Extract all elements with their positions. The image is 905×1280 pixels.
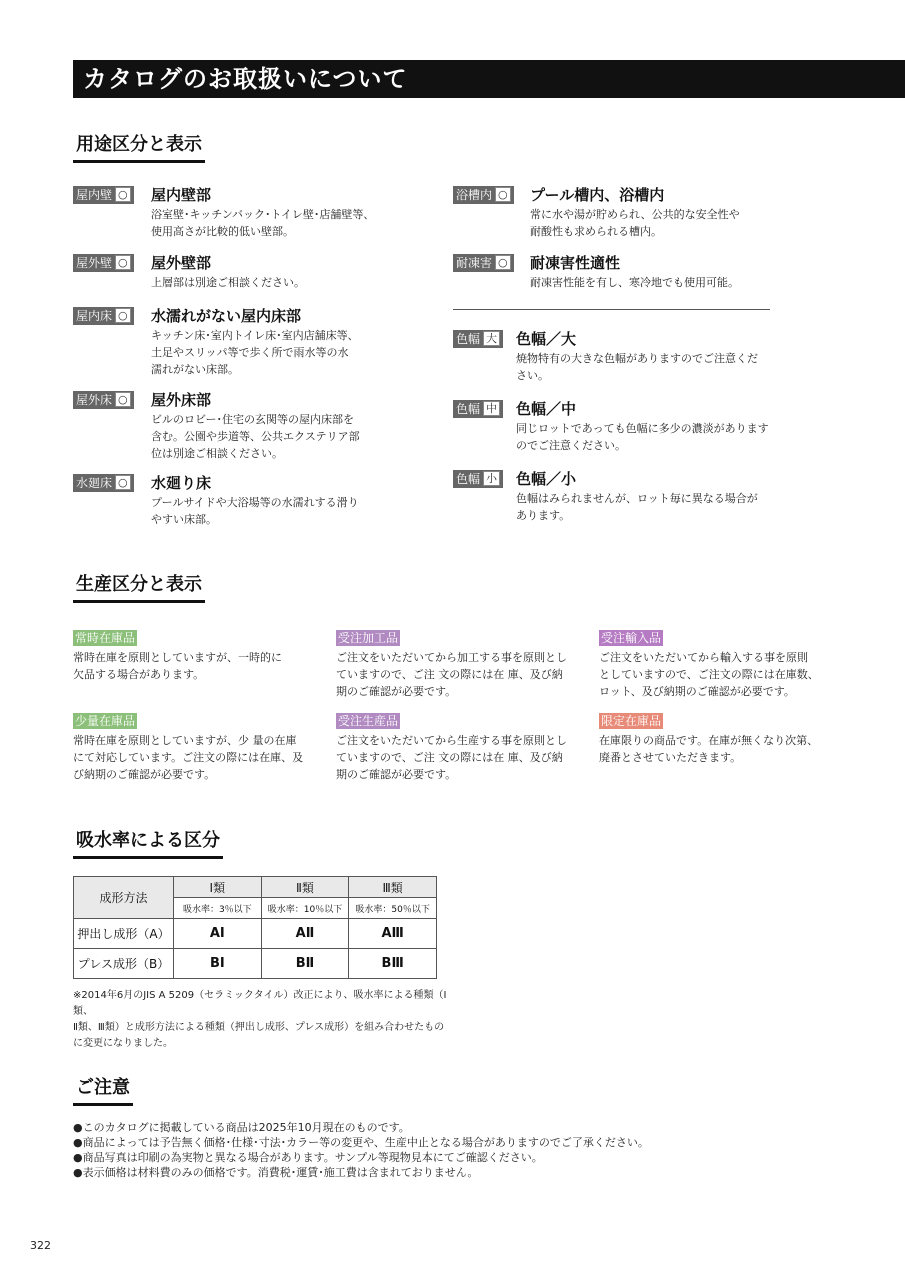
page-number: 322: [30, 1239, 51, 1252]
production-desc-line: にて対応しています。ご注文の際には在庫、及: [73, 751, 304, 764]
method-cell: 押出し成形（A）: [74, 919, 174, 949]
production-desc-line: ていますので、ご注 文の際には在 庫、及び納: [336, 751, 563, 764]
value-cell: BⅡ: [261, 949, 349, 979]
usage-desc-line: 使用高さが比較的低い壁部。: [151, 225, 294, 238]
production-tag: 限定在庫品: [601, 714, 662, 728]
usage-desc-line: 耐酸性も求められる槽内。: [530, 225, 662, 238]
usage-title: プール槽内、浴槽内: [530, 186, 665, 204]
usage-desc-line: のでご注意ください。: [516, 439, 626, 452]
usage-tag-mark: ○: [115, 308, 131, 323]
value-cell: AⅢ: [349, 919, 437, 949]
usage-tag-label: 屋外床: [76, 393, 113, 407]
usage-tag-mark: ○: [495, 255, 511, 270]
usage-title: 水廻り床: [151, 474, 212, 492]
production-item: [599, 710, 818, 766]
usage-tag: [453, 254, 514, 272]
usage-tag-label: 屋外壁: [76, 256, 113, 270]
rate-header: 吸水率：3％以下: [174, 898, 262, 919]
usage-tag-label: 色幅: [456, 472, 481, 486]
production-desc-line: としていますので、ご注文の際には在庫数、: [599, 668, 819, 681]
table-corner-header: 成形方法: [74, 877, 174, 919]
usage-tag-label: 浴槽内: [456, 188, 493, 202]
production-desc-line: ていますので、ご注 文の際には在 庫、及び納: [336, 668, 563, 681]
absorption-note: [73, 988, 453, 1052]
value-cell: BⅢ: [349, 949, 437, 979]
production-desc-line: 廃番とさせていただきます。: [599, 751, 742, 764]
usage-title: 屋内壁部: [151, 186, 212, 204]
usage-title: 屋外壁部: [151, 254, 212, 272]
usage-tag: [453, 470, 503, 488]
usage-tag: [73, 307, 134, 325]
usage-tag-mark: ○: [115, 255, 131, 270]
value-cell: AⅡ: [261, 919, 349, 949]
caution-item: ●商品によっては予告無く価格･仕様･寸法･カラー等の変更や、生産中止となる場合がありますのでご了承ください。: [73, 1136, 649, 1149]
production-desc-line: 在庫限りの商品です。在庫が無くなり次第、: [599, 734, 819, 747]
usage-tag-label: 屋内壁: [76, 188, 113, 202]
caution-item: ●商品写真は印刷の為実物と異なる場合があります。サンプル等現物見本にてご確認ください。: [73, 1151, 543, 1164]
production-desc-line: ロット、及び納期のご確認が必要です。: [599, 685, 795, 698]
rate-header: 吸水率：50％以下: [349, 898, 437, 919]
usage-tag: [453, 330, 503, 348]
caution-list: [73, 1120, 649, 1180]
usage-tag-mark: ○: [115, 475, 131, 490]
usage-desc-line: あります。: [516, 509, 571, 522]
production-item: [336, 710, 567, 783]
usage-tag-label: 水廻床: [76, 476, 113, 490]
usage-tag: [453, 400, 503, 418]
production-tag: 受注輸入品: [601, 631, 662, 645]
usage-desc-line: ビルのロビー･住宅の玄関等の屋内床部を: [151, 413, 355, 426]
usage-desc-line: 耐凍害性能を有し、寒冷地でも使用可能。: [530, 276, 739, 289]
usage-desc-line: 濡れがない床部。: [151, 363, 239, 376]
usage-tag-mark: ○: [115, 187, 131, 202]
value-cell: AⅠ: [174, 919, 262, 949]
production-desc-line: 期のご確認が必要です。: [336, 768, 457, 781]
usage-desc-line: 位は別途ご相談ください。: [151, 447, 283, 460]
table-row: [74, 949, 437, 979]
usage-tag: [73, 391, 134, 409]
production-tag: 受注加工品: [338, 631, 399, 645]
usage-desc-line: キッチン床･室内トイレ床･室内店舗床等、: [151, 329, 359, 342]
usage-tag-mark: ○: [495, 187, 511, 202]
usage-tag-label: 耐凍害: [456, 256, 493, 270]
production-item: [73, 710, 303, 783]
value-cell: BⅠ: [174, 949, 262, 979]
usage-tag: [73, 254, 134, 272]
usage-title: 屋外床部: [151, 391, 212, 409]
note-line: に変更になりました。: [73, 1038, 173, 1049]
usage-tag-label: 色幅: [456, 332, 481, 346]
note-line: Ⅱ類、Ⅲ類）と成形方法による種類（押出し成形、プレス成形）を組み合わせたもの: [73, 1022, 445, 1033]
production-desc-line: 常時在庫を原則としていますが、一時的に: [73, 651, 282, 664]
usage-desc-line: 浴室壁･キッチンバック･トイレ壁･店舗壁等、: [151, 208, 375, 221]
usage-desc-line: プールサイドや大浴場等の水濡れする滑り: [151, 496, 359, 509]
usage-desc-line: 常に水や湯が貯められ、公共的な安全性や: [530, 208, 740, 221]
production-desc-line: び納期のご確認が必要です。: [73, 768, 216, 781]
usage-desc-line: 同じロットであっても色幅に多少の濃淡があります: [516, 422, 769, 435]
usage-desc-line: やすい床部。: [151, 513, 217, 526]
production-desc-line: ご注文をいただいてから生産する事を原則とし: [336, 734, 567, 747]
class-header: Ⅱ類: [261, 877, 349, 898]
note-line: ※2014年6月のJIS A 5209（セラミックタイル）改正により、吸水率による種類（Ⅰ類、: [73, 990, 447, 1017]
class-header: Ⅰ類: [174, 877, 262, 898]
usage-title: 色幅／中: [516, 400, 577, 418]
usage-title: 色幅／大: [516, 330, 577, 348]
usage-desc-line: 色幅はみられませんが、ロット毎に異なる場合が: [516, 492, 758, 505]
rate-header: 吸水率：10％以下: [261, 898, 349, 919]
usage-title: 水濡れがない屋内床部: [151, 307, 302, 325]
usage-tag: [453, 186, 514, 204]
production-desc-line: 常時在庫を原則としていますが、少 量の在庫: [73, 734, 297, 747]
class-header: Ⅲ類: [349, 877, 437, 898]
production-item: [73, 627, 282, 683]
production-desc-line: ご注文をいただいてから加工する事を原則とし: [336, 651, 567, 664]
usage-tag-mark: 小: [483, 471, 500, 486]
usage-title: 色幅／小: [516, 470, 577, 488]
production-item: [599, 627, 819, 700]
usage-desc-line: 上層部は別途ご相談ください。: [151, 276, 305, 289]
usage-desc-line: 含む。公園や歩道等、公共エクステリア部: [151, 430, 360, 443]
production-desc-line: ご注文をいただいてから輸入する事を原則: [599, 651, 808, 664]
usage-tag-label: 屋内床: [76, 309, 113, 323]
production-tag: 少量在庫品: [75, 714, 136, 728]
usage-desc-line: 焼物特有の大きな色幅がありますのでご注意くだ: [516, 352, 758, 365]
page-header: カタログのお取扱いについて: [73, 60, 905, 98]
section-title-usage: 用途区分と表示: [73, 130, 205, 163]
usage-tag: [73, 474, 134, 492]
usage-title: 耐凍害性適性: [530, 254, 621, 272]
production-desc-line: 期のご確認が必要です。: [336, 685, 457, 698]
section-title-absorption: 吸水率による区分: [73, 826, 223, 859]
usage-desc-line: さい。: [516, 369, 549, 382]
section-title-caution: ご注意: [73, 1073, 133, 1106]
usage-tag-label: 色幅: [456, 402, 481, 416]
table-row: [74, 919, 437, 949]
method-cell: プレス成形（B）: [74, 949, 174, 979]
production-tag: 受注生産品: [338, 714, 399, 728]
caution-item: ●このカタログに掲載している商品は2025年10月現在のものです。: [73, 1121, 410, 1134]
usage-tag-mark: 大: [483, 331, 500, 346]
section-title-production: 生産区分と表示: [73, 570, 205, 603]
absorption-table: [73, 876, 437, 979]
usage-desc-line: 土足やスリッパ等で歩く所で雨水等の水: [151, 346, 349, 359]
production-desc-line: 欠品する場合があります。: [73, 668, 205, 681]
usage-tag-mark: 中: [483, 401, 500, 416]
caution-item: ●表示価格は材料費のみの価格です。消費税･運賃･施工費は含まれておりません。: [73, 1166, 479, 1179]
production-item: [336, 627, 567, 700]
production-tag: 常時在庫品: [75, 631, 136, 645]
divider: [453, 309, 770, 310]
usage-tag-mark: ○: [115, 392, 131, 407]
usage-tag: [73, 186, 134, 204]
